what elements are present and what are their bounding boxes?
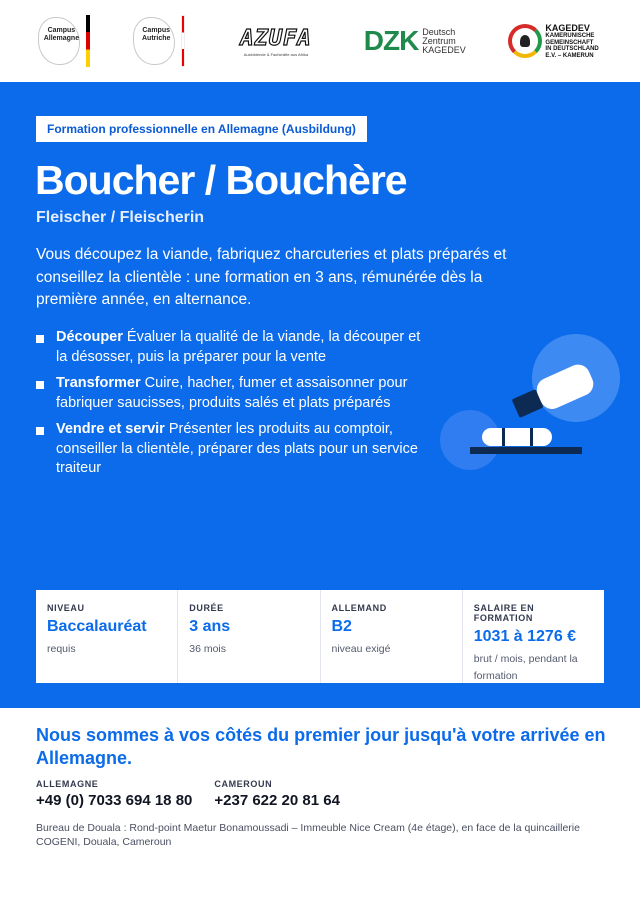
task-item-decouper: Découper Évaluer la qualité de la viande, la découper et la désosser, puis la préparer pour la vente — [36, 328, 426, 367]
partner-logo-bar — [0, 0, 640, 82]
bullet-square-icon — [36, 381, 44, 389]
office-address: Bureau de Douala : Rond-point Maetur Bonamoussadi – Immeuble Nice Cream (4e étage), en face de la quincaillerie COGENI, Douala, Cameroun — [36, 822, 580, 848]
stat-niveau: NIVEAU Baccalauréat requis — [36, 590, 178, 683]
phone-allemagne[interactable]: +49 (0) 7033 694 18 80 — [36, 792, 193, 809]
task-item-vendre: Vendre et servir Présenter les produits au comptoir, conseiller la clientèle, préparer des plats pour un service traiteur — [36, 420, 426, 479]
job-title: Boucher / Bouchère — [35, 157, 407, 203]
bullet-square-icon — [36, 427, 44, 435]
program-tag: Formation professionnelle en Allemagne (Ausbildung) — [36, 116, 367, 142]
butcher-tools-illustration — [430, 322, 630, 482]
kagedev-emblem-icon — [508, 24, 542, 58]
job-title-german: Fleischer / Fleischerin — [36, 209, 205, 226]
campus-autriche-logo: Campus Autriche — [131, 13, 189, 69]
dzk-logo: DZK Deutsch Zentrum KAGEDEV — [363, 25, 466, 56]
hero-section — [0, 82, 640, 708]
key-facts-panel — [36, 590, 604, 683]
sausage-icon — [482, 428, 552, 446]
austrian-flag-stripe — [181, 15, 185, 67]
german-flag-stripe — [86, 15, 90, 67]
stat-allemand: ALLEMAND B2 niveau exigé — [321, 590, 463, 683]
intro-paragraph: Vous découpez la viande, fabriquez charcuteries et plats préparés et conseillez la clientèle : une formation en 3 ans, rémunérée dès la première année, en alternance. — [36, 246, 507, 308]
stat-duree: DURÉE 3 ans 36 mois — [178, 590, 320, 683]
contact-block — [36, 779, 340, 809]
azufa-logo: AZUFA Ausbildende & Fachkräfte aus Afrika — [240, 25, 312, 57]
bullet-square-icon — [36, 335, 44, 343]
campus-allemagne-logo: Campus Allemagne — [36, 13, 94, 69]
phone-cameroun[interactable]: +237 622 20 81 64 — [214, 792, 340, 809]
contact-cameroun: CAMEROUN +237 622 20 81 64 — [214, 779, 340, 809]
stat-salaire: SALAIRE EN FORMATION 1031 à 1276 € brut / mois, pendant la formation — [473, 603, 578, 682]
contact-allemagne: ALLEMAGNE +49 (0) 7033 694 18 80 — [36, 779, 193, 809]
closing-statement: Nous sommes à vos côtés du premier jour jusqu'à votre arrivée en Allemagne. — [36, 725, 606, 768]
task-item-transformer: Transformer Cuire, hacher, fumer et assaisonner pour fabriquer saucisses, produits salés et plats préparés — [36, 374, 426, 413]
cutting-board-icon — [470, 447, 582, 454]
task-list — [36, 328, 426, 486]
kagedev-logo: KAGEDEV KAMERUNISCHE GEMEINSCHAFT IN DEUTSCHLAND E.V. – KAMERUN — [504, 11, 604, 71]
